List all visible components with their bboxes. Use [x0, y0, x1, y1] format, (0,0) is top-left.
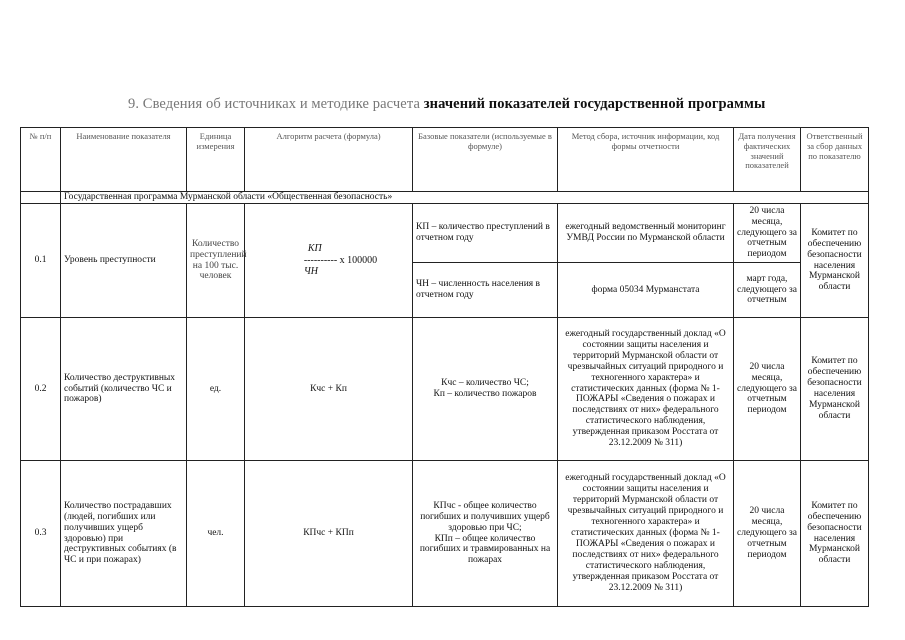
header-name: Наименование показателя: [61, 128, 187, 192]
table-row: [21, 204, 869, 263]
row-base-indicator: КПчс - общее количество погибших и получивших ущерб здоровью при ЧС; КПп – общее количество погибших и травмированных на пожарах: [413, 461, 558, 607]
header-unit: Единица измерения: [187, 128, 245, 192]
row-responsible: Комитет по обеспечению безопасности населения Мурманской области: [801, 318, 869, 461]
row-unit: чел.: [187, 461, 245, 607]
header-responsible: Ответственный за сбор данных по показателю: [801, 128, 869, 192]
row-date: 20 числа месяца, следующего за отчетным периодом: [734, 318, 801, 461]
row-num: 0.1: [21, 204, 61, 318]
formula-denominator: ЧН: [303, 266, 318, 278]
program-row: [21, 192, 869, 204]
row-num: 0.2: [21, 318, 61, 461]
row-formula: Кчс + Кп: [245, 318, 413, 461]
row-unit: ед.: [187, 318, 245, 461]
row-date: 20 числа месяца, следующего за отчетным периодом: [734, 204, 801, 263]
header-base: Базовые показатели (используемые в формуле): [413, 128, 558, 192]
header-formula: Алгоритм расчета (формула): [245, 128, 413, 192]
row-num: 0.3: [21, 461, 61, 607]
row-method: форма 05034 Мурманстата: [558, 263, 734, 318]
table-row: [21, 318, 869, 461]
row-responsible: Комитет по обеспечению безопасности населения Мурманской области: [801, 204, 869, 318]
row-responsible: Комитет по обеспечению безопасности населения Мурманской области: [801, 461, 869, 607]
formula-fraction: [280, 243, 377, 278]
row-formula: [245, 204, 413, 318]
formula-line: ---------- х 100000: [303, 254, 378, 266]
row-method: ежегодный государственный доклад «О состоянии защиты населения и территорий Мурманской области от чрезвычайных ситуаций природного и техногенного характера» и статистических данных (форма № 1-ПОЖАРЫ «Сведения о пожарах и последствиях от них» федерального статистического наблюдения, утвержденная приказом Росстата от 23.12.2009 № 311): [558, 318, 734, 461]
row-formula: КПчс + КПп: [245, 461, 413, 607]
program-num: [21, 192, 61, 204]
row-base-indicator: Кчс – количество ЧС; Кп – количество пожаров: [413, 318, 558, 461]
row-date: март года, следующего за отчетным: [734, 263, 801, 318]
document-title: [128, 96, 828, 113]
header-date: Дата получения фактических значений показателей: [734, 128, 801, 192]
program-title: Государственная программа Мурманской области «Общественная безопасность»: [61, 192, 869, 204]
document-title-prefix: 9. Сведения об источниках и методике расчета: [128, 96, 420, 112]
row-unit: Количество преступлений на 100 тыс. человек: [187, 204, 245, 318]
row-date: 20 числа месяца, следующего за отчетным периодом: [734, 461, 801, 607]
header-method: Метод сбора, источник информации, код формы отчетности: [558, 128, 734, 192]
table-header-row: [21, 128, 869, 192]
row-indicator-name: Количество деструктивных событий (количество ЧС и пожаров): [61, 318, 187, 461]
indicators-table: [20, 127, 869, 607]
row-base-indicator: КП – количество преступлений в отчетном году: [413, 204, 558, 263]
row-base-indicator: ЧН – численность населения в отчетном году: [413, 263, 558, 318]
table-row: [21, 461, 869, 607]
formula-numerator: КП: [307, 243, 322, 255]
header-num: № п/п: [21, 128, 61, 192]
document-title-main: значений показателей государственной программы: [423, 96, 766, 112]
row-method: ежегодный ведомственный мониторинг УМВД России по Мурманской области: [558, 204, 734, 263]
row-indicator-name: Уровень преступности: [61, 204, 187, 318]
row-method: ежегодный государственный доклад «О состоянии защиты населения и территорий Мурманской области от чрезвычайных ситуаций природного и техногенного характера» и статистических данных (форма № 1-ПОЖАРЫ «Сведения о пожарах и последствиях от них» федерального статистического наблюдения, утвержденная приказом Росстата от 23.12.2009 № 311): [558, 461, 734, 607]
row-indicator-name: Количество пострадавших (людей, погибших или получивших ущерб здоровью) при деструктивных событиях (в ЧС и при пожарах): [61, 461, 187, 607]
